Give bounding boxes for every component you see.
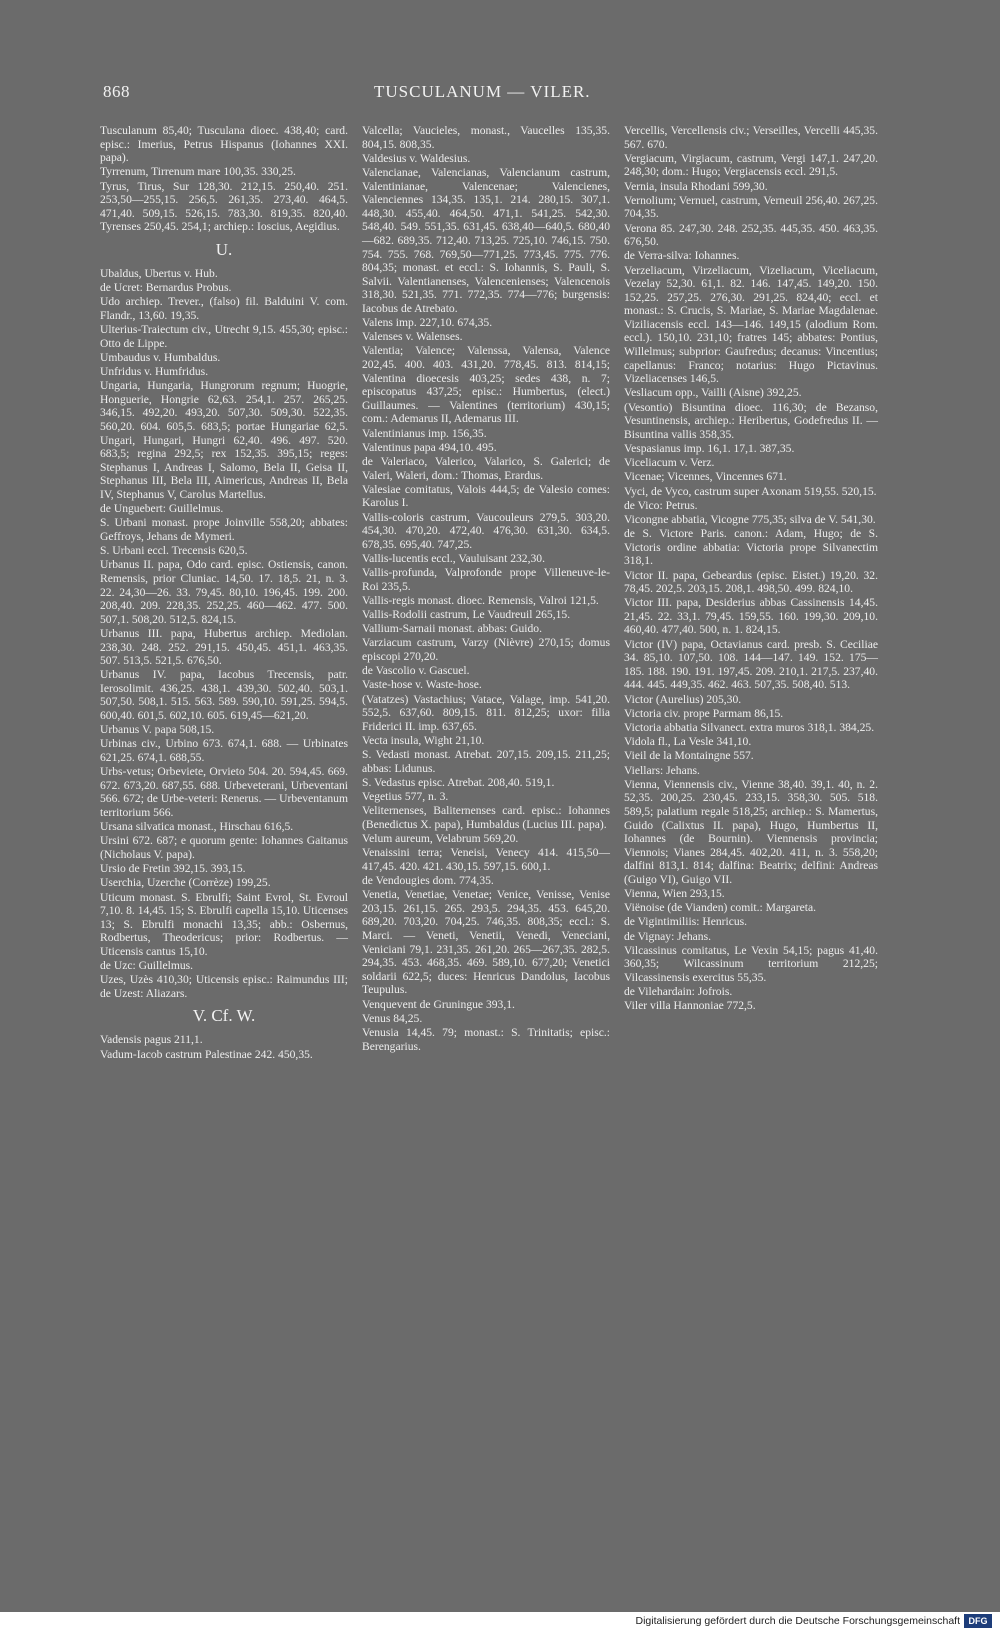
index-entry: Vallium-Sarnaii monast. abbas: Guido. (362, 622, 542, 636)
dfg-logo-icon: DFG (964, 1614, 992, 1628)
index-entry: Viellars: Jehans. (624, 763, 700, 777)
index-entry: Venetia, Venetiae, Venetae; Venice, Venisse, Venise 203,15. 261,15. 265. 293,5. 294,35. 453. 645,20. 689,20. 703,20. 704,25. 746,35. 808,35; eccl.: S. Marci. — Veneti, Venetii, Venedi, Veneciani, Veniciani 79,1. 231,35. 261,20. 265—267,35. 282,5. 294,35. 453. 468,35. 469. 589,10. 677,20; Venetici soldarii 622,5; duces: Henricus Dandolus, Iacobus Teupulus. (362, 888, 610, 997)
index-entry: Vergiacum, Virgiacum, castrum, Vergi 147,1. 247,20. 248,30; dom.: Hugo; Vergiacensis eccl. 291,5. (624, 151, 878, 179)
index-entry: Ursio de Fretin 392,15. 393,15. (100, 862, 246, 876)
index-entry: Ulterius-Traiectum civ., Utrecht 9,15. 455,30; episc.: Otto de Lippe. (100, 323, 348, 350)
index-entry: Tyrus, Tirus, Sur 128,30. 212,15. 250,40. 251. 253,50—255,15. 256,5. 261,35. 273,40. 464,5. 471,40. 509,15. 526,15. 783,30. 819,35. 820,40. Tyrenses 250,45. 254,1; archiep.: Ioscius, Aegidius. (100, 179, 348, 234)
index-entry: de Vascolio v. Gascuel. (362, 664, 470, 678)
index-entry: Venusia 14,45. 79; monast.: S. Trinitatis; episc.: Berengarius. (362, 1026, 610, 1053)
index-entry: Valenses v. Walenses. (362, 330, 463, 344)
index-entry: Valentia; Valence; Valenssa, Valensa, Valence 202,45. 400. 403. 431,20. 778,45. 813. 814,15; Valentina dioecesis 403,25; sedes 438, n. 7; episcopatus 437,25; episc.: Humbertus, (elect.) Guillaumes. — Valentines (territorium) 430,15; com.: Ademarus II, Ademarus III. (362, 344, 610, 426)
index-entry: de Unguebert: Guillelmus. (100, 502, 224, 516)
index-entry: Victor (IV) papa, Octavianus card. presb. S. Ceciliae 34. 85,10. 107,50. 108. 144—147. 149. 152. 175—185. 188. 190. 191. 197,45. 209. 210,1. 217,5. 237,40. 444. 445. 449,35. 462. 463. 507,35. 508,40. 513. (624, 637, 878, 692)
index-entry: Urbanus V. papa 508,15. (100, 723, 215, 737)
index-entry: de Vigintimiliis: Henricus. (624, 915, 748, 929)
index-entry: Viceliacum v. Verz. (624, 456, 715, 470)
index-entry: Ubaldus, Ubertus v. Hub. (100, 266, 218, 280)
index-entry: Tyrrenum, Tirrenum mare 100,35. 330,25. (100, 165, 296, 179)
page-number: 868 (103, 82, 130, 101)
index-entry: Victor III. papa, Desiderius abbas Cassinensis 14,45. 21,45. 22. 33,1. 79,45. 159,55. 160. 199,30. 209,10. 460,40. 477,40. 500, n. 1. 824,15. (624, 596, 878, 637)
index-entry: de Ucret: Bernardus Probus. (100, 281, 232, 295)
index-entry: Viënoise (de Vianden) comit.: Margareta. (624, 901, 816, 915)
index-entry: Venaissini terra; Veneisi, Venecy 414. 415,50—417,45. 420. 421. 430,15. 597,15. 600,1. (362, 846, 610, 873)
index-entry: Vallis-coloris castrum, Vaucouleurs 279,5. 303,20. 454,30. 470,20. 472,40. 476,30. 631,30. 634,5. 678,35. 695,40. 747,25. (362, 510, 610, 551)
index-entry: Urbs-vetus; Orbeviete, Orvieto 504. 20. 594,45. 669. 672. 673,20. 687,55. 688. Urbeveterani, Urbeventani 566. 672; de Urbe-veteri: Renerus. — Urbeventanum territorium 566. (100, 765, 348, 819)
index-entry: de S. Victore Paris. canon.: Adam, Hugo; de S. Victoris ordine abbatia: Victoria prope Silvanectim 318,1. (624, 527, 878, 568)
index-entry: Vespasianus imp. 16,1. 17,1. 387,35. (624, 442, 795, 455)
index-entry: Venquevent de Gruningue 393,1. (362, 997, 515, 1011)
index-entry: Urbinas civ., Urbino 673. 674,1. 688. — Urbinates 621,25. 674,1. 688,55. (100, 737, 348, 765)
index-entry: Vieil de la Montaingne 557. (624, 749, 754, 763)
index-entry: de Uzc: Guillelmus. (100, 959, 194, 973)
index-entry: Verzeliacum, Virzeliacum, Vizeliacum, Viceliacum, Vezelay 52,30. 61,1. 82. 146. 147,45. 149,20. 150. 152,25. 257,25. 276,30. 291,25. 824,40; eccl. et monast.: S. Crucis, S. Mariae, S. Mariae Magdalenae. Viziliacensis eccl. 143—146. 149,15 (alodium Rom. eccl.). 150,10. 231,10; fratres 145; abbates: Pontius, Willelmus; subprior: Gaufredus; decanus: Vincentius; capellanus: Franco; notarius: Hugo Pictavinus. Vizeliacenses 146,5. (624, 263, 878, 386)
index-entry: Vadensis pagus 211,1. (100, 1033, 203, 1047)
page-header (0, 82, 1000, 112)
index-entry: Vallis-lucentis eccl., Vauluisant 232,30. (362, 551, 545, 565)
index-entry: Valentinus papa 494,10. 495. (362, 440, 497, 454)
index-entry: Ursana silvatica monast., Hirschau 616,5. (100, 820, 294, 834)
index-entry: Varziacum castrum, Varzy (Nièvre) 270,15; domus episcopi 270,20. (362, 636, 610, 664)
index-entry: Vesliacum opp., Vailli (Aisne) 392,25. (624, 386, 802, 400)
index-entry: Valencianae, Valencianas, Valencianum castrum, Valentinianae, Valencenae; Valencienes, Valenciennes 134,35. 135,1. 214. 280,15. 307,1. 448,30. 455,40. 464,50. 471,1. 541,25. 542,30. 548,40. 549. 551,35. 631,45. 638,40—640,5. 680,40—682. 689,35. 712,40. 713,25. 725,10. 746,15. 750. 754. 755. 768. 769,50—771,25. 773,45. 775. 776. 804,35; monast. et eccl.: S. Iohannis, S. Pauli, S. Salvii. Valentianenses, Valencenienses; Valencenois 318,30. 521,35. 771. 772,35. 774—776; burgensis: Iacobus de Atrebato. (362, 165, 610, 315)
index-entry: Vaste-hose v. Waste-hose. (362, 678, 482, 692)
index-entry: Vallis-Rodolii castrum, Le Vaudreuil 265,15. (362, 608, 571, 622)
index-entry: de Vignay: Jehans. (624, 929, 711, 943)
index-entry: Valdesius v. Waldesius. (362, 151, 471, 165)
index-entry: (Vatatzes) Vastachius; Vatace, Valage, imp. 541,20. 552,5. 637,60. 809,15. 811. 812,25; uxor: filia Friderici II. imp. 637,65. (362, 692, 610, 733)
index-entry: Udo archiep. Trever., (falso) fil. Balduini V. com. Flandr., 13,60. 19,35. (100, 295, 348, 322)
index-entry: Vallis-profunda, Valprofonde prope Villeneuve-le-Roi 235,5. (362, 566, 610, 593)
index-entry: Urbanus III. papa, Hubertus archiep. Mediolan. 238,30. 248. 252. 291,15. 450,45. 451,1. 463,35. 507. 513,5. 521,5. 676,50. (100, 626, 348, 668)
index-entry: Vicongne abbatia, Vicogne 775,35; silva de V. 541,30. (624, 512, 876, 526)
index-entry: Urbanus II. papa, Odo card. episc. Ostiensis, canon. Remensis, prior Cluniac. 14,50. 17. 18,5. 21, n. 3. 22. 24,30—26. 33. 79,45. 80,10. 196,45. 199. 200. 208,40. 209. 228,35. 252,25. 460—462. 477. 500. 507,1. 508,20. 512,5. 824,15. (100, 558, 348, 626)
index-entry: Veliternenses, Baliternenses card. episc.: Iohannes (Benedictus X. papa), Humbaldus (Lucius III. papa). (362, 804, 610, 831)
index-entry: S. Urbani monast. prope Joinville 558,20; abbates: Geffroys, Jehans de Mymeri. (100, 516, 348, 543)
index-entry: Urbanus IV. papa, Iacobus Trecensis, patr. Ierosolimit. 436,25. 438,1. 439,30. 502,40. 503,1. 507,50. 508,1. 515. 563. 589. 590,10. 591,25. 594,5. 600,40. 601,5. 602,10. 605. 619,45—621,20. (100, 668, 348, 723)
index-entry: Vienna, Viennensis civ., Vienne 38,40. 39,1. 40, n. 2. 52,35. 200,25. 230,45. 233,15. 358,30. 505. 518. 589,5; palatium regale 518,25; archiep.: S. Mamertus, Guido (Calixtus II. papa), Hugo, Humbertus II, Iohannes (de Bournin). Viennensis provincia; Viennois; Vianes 284,45. 402,20. 411, n. 3. 558,20; dalfini 813,1. 814; dalfina: Beatrix; delfini: Andreas (Guigo VI), Guigo VII. (624, 777, 878, 886)
index-entry: Valens imp. 227,10. 674,35. (362, 316, 493, 330)
index-entry: Vegetius 577, n. 3. (362, 790, 449, 804)
index-entry: S. Urbani eccl. Trecensis 620,5. (100, 544, 248, 558)
index-column-3 (624, 124, 878, 1014)
index-entry: Vallis-regis monast. dioec. Remensis, Valroi 121,5. (362, 593, 599, 607)
index-column-2 (362, 124, 610, 1054)
index-entry: S. Vedastus episc. Atrebat. 208,40. 519,1. (362, 775, 555, 789)
index-entry: Verona 85. 247,30. 248. 252,35. 445,35. 450. 463,35. 676,50. (624, 221, 878, 249)
index-entry: Vecta insula, Wight 21,10. (362, 734, 485, 747)
index-entry: Vyci, de Vyco, castrum super Axonam 519,55. 520,15. (624, 484, 877, 498)
index-entry: Tusculanum 85,40; Tusculana dioec. 438,40; card. episc.: Imerius, Petrus Hispanus (Iohannes XXI. papa). (100, 124, 348, 165)
funding-note: Digitalisierung gefördert durch die Deutsche Forschungsgemeinschaft (635, 1615, 960, 1627)
index-entry: Vernolium; Vernuel, castrum, Verneuil 256,40. 267,25. 704,35. (624, 193, 878, 221)
index-entry: Umbaudus v. Humbaldus. (100, 350, 221, 364)
section-heading: V. Cf. W. (192, 1006, 256, 1026)
index-entry: de Vendougies dom. 774,35. (362, 874, 494, 888)
index-entry: Venus 84,25. (362, 1011, 423, 1025)
index-entry: de Verra-silva: Iohannes. (624, 249, 740, 263)
index-entry: de Vico: Petrus. (624, 498, 698, 512)
index-entry: Vernia, insula Rhodani 599,30. (624, 179, 768, 193)
index-entry: de Valeriaco, Valerico, Valarico, S. Galerici; de Valeri, Waleri, dom.: Thomas, Erardus. (362, 455, 610, 482)
index-entry: de Vilehardain: Jofrois. (624, 985, 733, 999)
index-entry: Vilcassinus comitatus, Le Vexin 54,15; pagus 41,40. 360,35; Wilcassinum territorium 212,25; Vilcassinensis exercitus 55,35. (624, 943, 878, 985)
running-head: TUSCULANUM — VILER. (374, 82, 591, 101)
index-entry: Victoria abbatia Silvanect. extra muros 318,1. 384,25. (624, 721, 875, 734)
index-entry: Uzes, Uzès 410,30; Uticensis episc.: Raimundus III; de Uzest: Aliazars. (100, 973, 348, 1000)
index-entry: Ungaria, Hungaria, Hungrorum regnum; Huogrie, Honguerie, Hongrie 62,63. 254,1. 257. 265,25. 346,15. 492,20. 493,20. 507,30. 509,30. 522,35. 560,20. 604. 605,5. 683,5; portae Hungariae 62,5. Ungari, Hungari, Hungri 62,40. 496. 497. 520. 683,5; regina 292,5; rex 152,35. 395,15; reges: Stephanus I, Andreas I, Salomo, Bela II, Geisa II, Stephanus III, Bela III, Aimericus, Andreas II, Bela IV, Stephanus V, Carolus Martellus. (100, 379, 348, 501)
index-entry: Vidola fl., La Vesle 341,10. (624, 735, 752, 749)
index-entry: Victor II. papa, Gebeardus (episc. Eistet.) 19,20. 32. 78,45. 202,5. 203,15. 208,1. 498,50. 499. 824,10. (624, 568, 878, 596)
index-entry: Victoria civ. prope Parmam 86,15. (624, 706, 784, 720)
index-entry: Victor (Aurelius) 205,30. (624, 692, 742, 706)
index-entry: Valentinianus imp. 156,35. (362, 426, 487, 440)
index-entry: Vercellis, Vercellensis civ.; Verseilles, Vercelli 445,35. 567. 670. (624, 124, 878, 151)
index-entry: S. Vedasti monast. Atrebat. 207,15. 209,15. 211,25; abbas: Lidunus. (362, 748, 610, 775)
footer-bar (0, 1612, 1000, 1631)
index-entry: (Vesontio) Bisuntina dioec. 116,30; de Bezanso, Vesuntinensis, archiep.: Heribertus, Godefredus II. — Bisuntina vallis 358,35. (624, 400, 878, 441)
index-entry: Vicenae; Vicennes, Vincennes 671. (624, 470, 787, 484)
index-entry: Valesiae comitatus, Valois 444,5; de Valesio comes: Karolus I. (362, 482, 610, 510)
index-entry: Ursini 672. 687; e quorum gente: Iohannes Gaitanus (Nicholaus V. papa). (100, 834, 348, 861)
index-entry: Unfridus v. Humfridus. (100, 365, 209, 379)
index-entry: Velum aureum, Velabrum 569,20. (362, 832, 519, 846)
index-entry: Valcella; Vaucieles, monast., Vaucelles 135,35. 804,15. 808,35. (362, 124, 610, 151)
index-entry: Uticum monast. S. Ebrulfi; Saint Evrol, St. Evroul 7,10. 8. 14,45. 15; S. Ebrulfi capella 15,10. Uticenses 13; S. Ebrulfi monachi 13,35; abb.: Osbernus, Rodbertus, Theodericus; prior: Rodbertus. — Uticensis cantus 15,10. (100, 890, 348, 958)
index-entry: Vadum-Iacob castrum Palestinae 242. 450,35. (100, 1047, 313, 1061)
index-entry: Userchia, Uzerche (Corrèze) 199,25. (100, 876, 271, 890)
index-entry: Viler villa Hannoniae 772,5. (624, 999, 756, 1013)
index-entry: Vienna, Wien 293,15. (624, 887, 725, 901)
index-column-1 (100, 124, 348, 1062)
section-heading: U. (215, 239, 233, 259)
